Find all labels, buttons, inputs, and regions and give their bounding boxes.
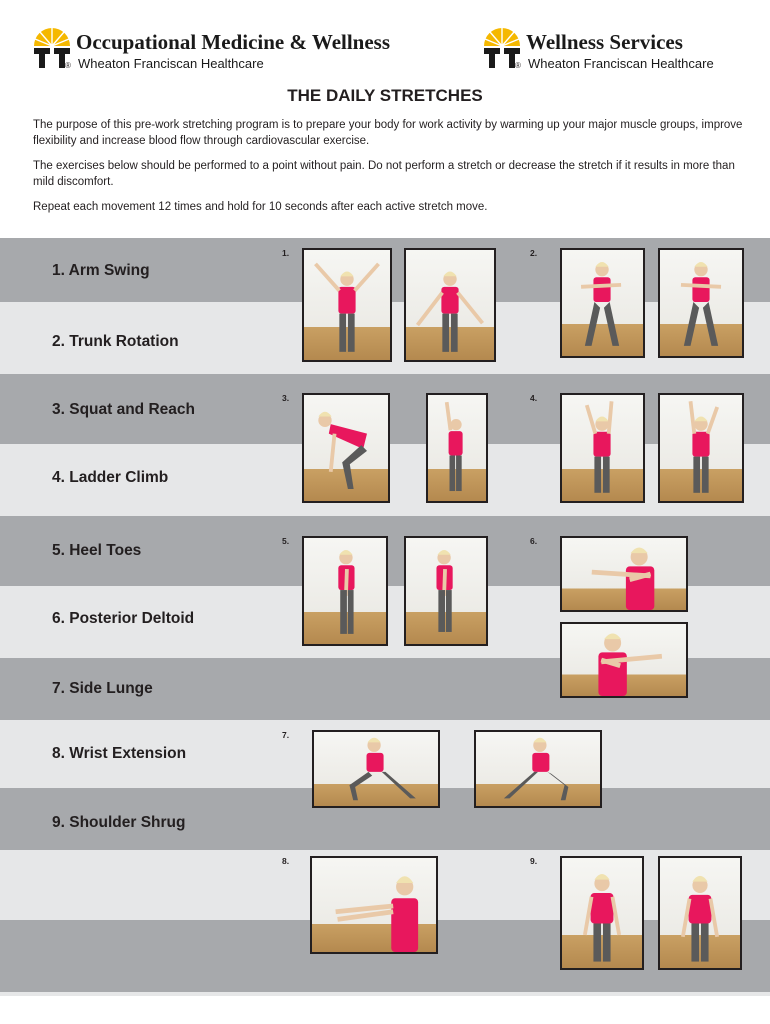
- exercise-figure: [304, 395, 388, 501]
- intro-paragraph-pain-warning: The exercises below should be performed to a point without pain. Do not perform a stretch or decrease the stretch if it results in more than mild discomfort.: [33, 160, 735, 188]
- exercise-figure: [660, 395, 742, 501]
- photo-wrist-extension: [310, 856, 438, 954]
- right-logo-subtitle: Wheaton Franciscan Healthcare: [528, 56, 714, 71]
- photo-ladder-climb-right: [658, 393, 744, 503]
- exercise-figure: [476, 732, 600, 806]
- exercise-figure: [562, 538, 686, 610]
- exercise-figure: [428, 395, 486, 501]
- photo-number-2: 2.: [530, 248, 538, 258]
- photo-number-3: 3.: [282, 393, 290, 403]
- photo-trunk-rotation-right: [658, 248, 744, 358]
- registered-mark: ®: [515, 61, 521, 70]
- band-extra-3: [0, 992, 770, 996]
- intro-paragraph-purpose: The purpose of this pre-work stretching program is to prepare your body for work activity by warming up your major muscle groups, improve flexibility and increase blood flow through cardiovascular exercise.: [33, 119, 743, 147]
- photo-arm-swing-up: [302, 248, 392, 362]
- exercise-figure: [660, 250, 742, 356]
- exercise-label-wrist-extension: 8. Wrist Extension: [52, 745, 187, 762]
- photo-ladder-climb-left: [560, 393, 645, 503]
- page-title: THE DAILY STRETCHES: [287, 86, 483, 105]
- exercise-figure: [660, 858, 740, 968]
- exercise-label-trunk-rotation: 2. Trunk Rotation: [52, 333, 179, 350]
- exercise-label-side-lunge: 7. Side Lunge: [52, 680, 153, 697]
- left-logo-subtitle: Wheaton Franciscan Healthcare: [78, 56, 264, 71]
- intro-paragraph-repetitions: Repeat each movement 12 times and hold for 10 seconds after each active stretch move.: [33, 201, 488, 213]
- exercise-label-arm-swing: 1. Arm Swing: [52, 262, 150, 279]
- photo-arm-swing-down: [404, 248, 496, 362]
- exercise-label-squat-reach: 3. Squat and Reach: [52, 401, 195, 418]
- exercise-label-heel-toes: 5. Heel Toes: [52, 542, 142, 559]
- photo-shoulder-shrug-down: [658, 856, 742, 970]
- photo-shoulder-shrug-up: [560, 856, 644, 970]
- exercise-label-ladder-climb: 4. Ladder Climb: [52, 469, 169, 486]
- photo-squat-reach-reach: [426, 393, 488, 503]
- photo-number-7: 7.: [282, 730, 290, 740]
- photo-heel-toes-heels: [302, 536, 388, 646]
- exercise-label-shoulder-shrug: 9. Shoulder Shrug: [52, 814, 186, 831]
- exercise-figure: [314, 732, 438, 806]
- photo-posterior-deltoid-left: [560, 536, 688, 612]
- photo-number-9: 9.: [530, 856, 538, 866]
- photo-number-1: 1.: [282, 248, 290, 258]
- photo-trunk-rotation-left: [560, 248, 645, 358]
- exercise-figure: [312, 858, 436, 952]
- left-logo-title: Occupational Medicine & Wellness: [76, 30, 391, 54]
- exercise-figure: [304, 538, 386, 644]
- photo-number-4: 4.: [530, 393, 538, 403]
- exercise-figure: [304, 250, 390, 360]
- exercise-figure: [562, 250, 643, 356]
- photo-number-6: 6.: [530, 536, 538, 546]
- photo-number-5: 5.: [282, 536, 290, 546]
- photo-posterior-deltoid-right: [560, 622, 688, 698]
- exercise-figure: [406, 250, 494, 360]
- photo-side-lunge-right: [474, 730, 602, 808]
- registered-mark: ®: [65, 61, 71, 70]
- photo-side-lunge-left: [312, 730, 440, 808]
- exercise-figure: [406, 538, 486, 644]
- right-logo-title: Wellness Services: [526, 30, 683, 54]
- photo-squat-reach-squat: [302, 393, 390, 503]
- exercise-figure: [562, 624, 686, 696]
- exercise-figure: [562, 395, 643, 501]
- photo-number-8: 8.: [282, 856, 290, 866]
- exercise-label-posterior-deltoid: 6. Posterior Deltoid: [52, 610, 195, 627]
- photo-heel-toes-toes: [404, 536, 488, 646]
- exercise-figure: [562, 858, 642, 968]
